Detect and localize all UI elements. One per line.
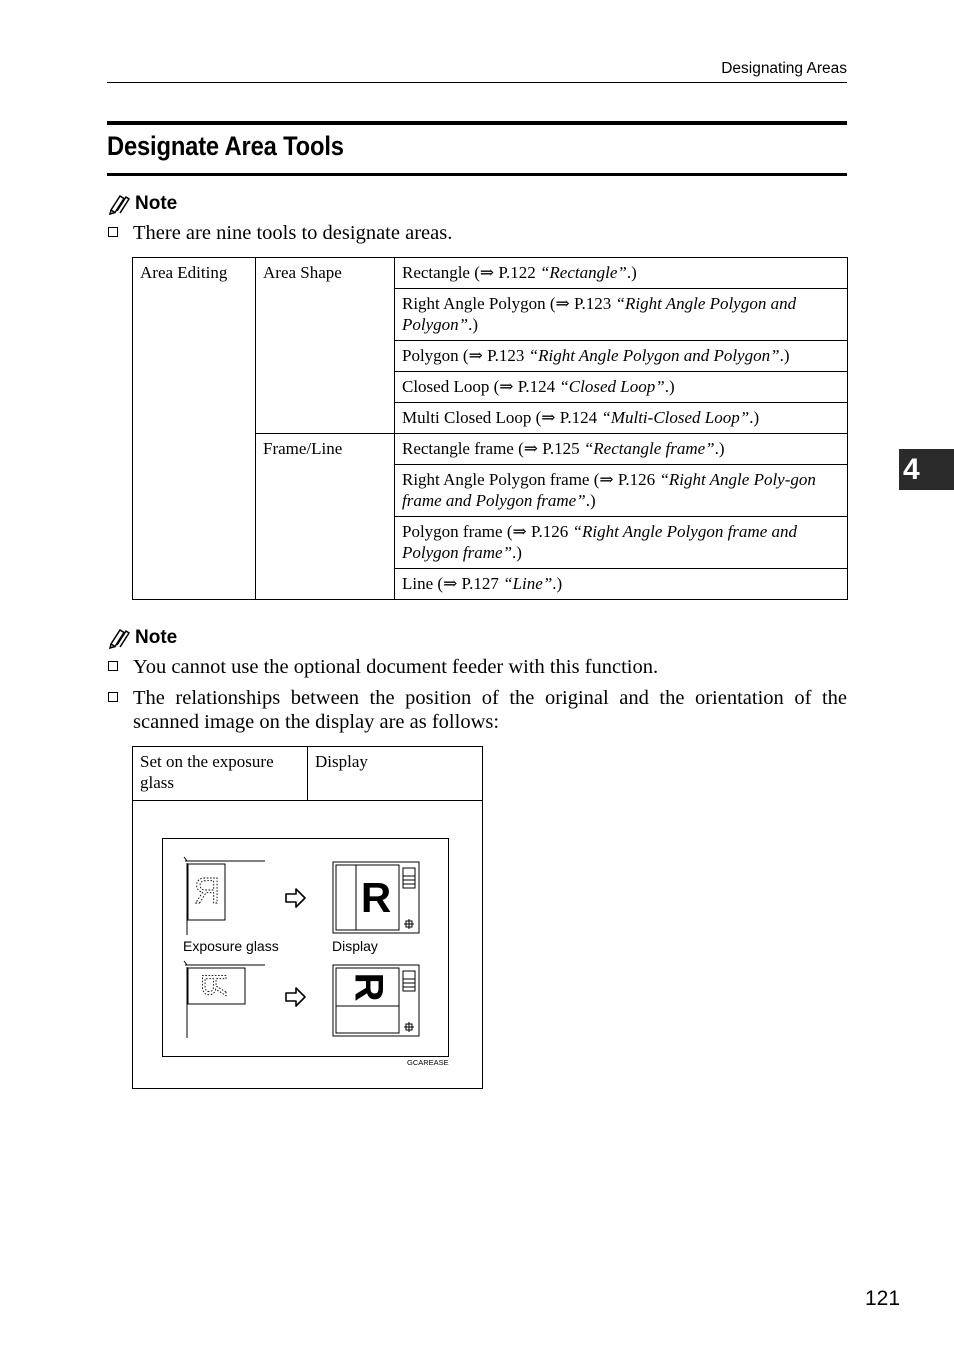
pencil-icon	[107, 193, 131, 215]
note-label: Note	[135, 627, 178, 648]
checkbox-bullet-icon	[108, 692, 118, 702]
tool-cell: Polygon (⇒ P.123 “Right Angle Polygon and Polygon”.)	[395, 341, 848, 372]
orientation-figure-table	[132, 746, 483, 1089]
title-rule-top	[107, 121, 847, 125]
figure-table-header	[133, 747, 482, 801]
note-label: Note	[135, 193, 178, 214]
tool-cell: Right Angle Polygon (⇒ P.123 “Right Angle Polygon and Polygon”.)	[395, 289, 848, 341]
subcategory-cell: Frame/Line	[256, 434, 395, 600]
note-item: The relationships between the position of the original and the orientation of the scanned image on the display are as follows:	[107, 686, 847, 734]
page-number: 121	[865, 1287, 901, 1310]
arrow-right-icon	[286, 988, 305, 1006]
exposure-glass-label: Exposure glass	[183, 938, 279, 954]
section-title: Designate Area Tools	[107, 131, 344, 161]
orientation-illustration	[162, 838, 449, 1057]
category-cell: Area Editing	[133, 258, 256, 600]
running-head: Designating Areas	[721, 60, 847, 77]
tool-cell: Line (⇒ P.127 “Line”.)	[395, 569, 848, 600]
chapter-tab: 4	[899, 449, 954, 490]
tools-table	[132, 257, 848, 600]
display-rotated-r-glyph: R	[346, 972, 391, 1002]
tool-cell: Rectangle frame (⇒ P.125 “Rectangle frame”.)	[395, 434, 848, 465]
column-divider	[307, 747, 308, 800]
column-header-display: Display	[315, 752, 368, 771]
tool-cell: Multi Closed Loop (⇒ P.124 “Multi-Closed Loop”.)	[395, 403, 848, 434]
orientation-diagram	[163, 839, 447, 1055]
column-header-exposure: Set on the exposure glass	[140, 752, 274, 792]
note-heading	[107, 193, 177, 215]
tool-cell: Rectangle (⇒ P.122 “Rectangle”.)	[395, 258, 848, 289]
pencil-icon	[107, 627, 131, 649]
subcategory-cell: Area Shape	[256, 258, 395, 434]
mirrored-original-r: R	[194, 870, 220, 911]
arrow-right-icon	[286, 889, 305, 907]
checkbox-bullet-icon	[108, 661, 118, 671]
rotated-original-r: R	[195, 972, 234, 998]
figure-code: GCAREASE	[407, 1058, 449, 1067]
header-rule	[107, 82, 847, 83]
title-rule-bottom	[107, 173, 847, 176]
tool-cell: Polygon frame (⇒ P.126 “Right Angle Polygon frame and Polygon frame”.)	[395, 517, 848, 569]
tool-cell: Right Angle Polygon frame (⇒ P.126 “Right Angle Poly-gon frame and Polygon frame”.)	[395, 465, 848, 517]
display-r-glyph: R	[360, 874, 392, 921]
checkbox-bullet-icon	[108, 227, 118, 237]
note-item: There are nine tools to designate areas.	[107, 221, 847, 245]
note-item: You cannot use the optional document feeder with this function.	[107, 655, 847, 679]
display-label: Display	[332, 938, 378, 954]
tool-cell: Closed Loop (⇒ P.124 “Closed Loop”.)	[395, 372, 848, 403]
note-heading	[107, 627, 177, 649]
